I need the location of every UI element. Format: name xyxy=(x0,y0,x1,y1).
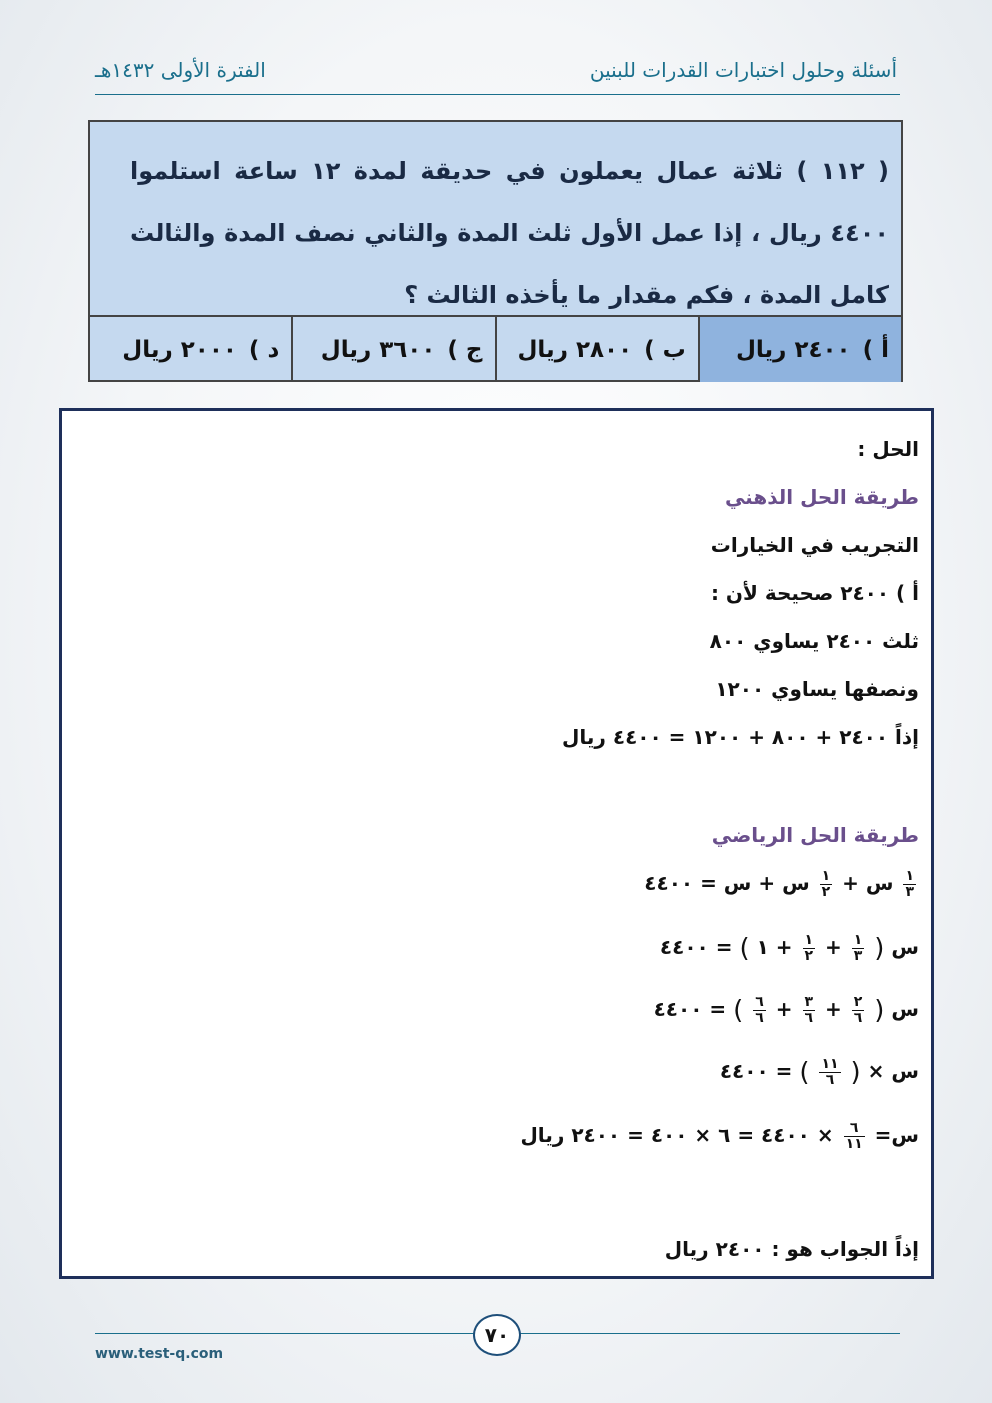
fraction: $\frac{١١}{٦}$ xyxy=(821,1056,839,1088)
equation-3: س ( $\frac{٢}{٦}$ + $\frac{٣}{٦}$ + $\frac{٦}{٦}$ ) = ٤٤٠٠ xyxy=(653,994,919,1026)
choices-row xyxy=(90,315,901,382)
website-url[interactable]: www.test-q.com xyxy=(95,1346,224,1362)
fraction: $\frac{١}{٣}$ xyxy=(905,868,914,900)
fraction: $\frac{١}{٢}$ xyxy=(821,868,831,900)
fraction: $\frac{٢}{٦}$ xyxy=(853,994,863,1026)
mental-line-4: ونصفها يساوي ١٢٠٠ xyxy=(715,677,919,701)
choice-b-mark: ب ) xyxy=(644,336,686,363)
choice-c[interactable] xyxy=(291,317,494,382)
page-number: ٧٠ xyxy=(473,1314,521,1356)
fraction: $\frac{١}{٢}$ xyxy=(804,932,814,964)
equation-4: س × ( $\frac{١١}{٦}$ ) = ٤٤٠٠ xyxy=(719,1056,919,1088)
mental-line-2: أ ) ٢٤٠٠ صحيحة لأن : xyxy=(710,581,919,605)
fraction: $\frac{٦}{٦}$ xyxy=(755,994,764,1026)
choice-d[interactable] xyxy=(90,317,291,382)
question-text: ( ١١٢ ) ثلاثة عمال يعملون في حديقة لمدة ١٢ ساعة استلموا ٤٤٠٠ ريال ، إذا عمل الأول ثلث المدة والثاني نصف المدة والثالث كامل المدة ، فكم مقدار ما يأخذه الثالث ؟ xyxy=(130,157,890,309)
choice-a-value: ٢٤٠٠ ريال xyxy=(735,336,851,363)
choice-d-mark: د ) xyxy=(248,336,280,363)
mental-method-title: طريقة الحل الذهني xyxy=(724,485,919,509)
choice-d-value: ٢٠٠٠ ريال xyxy=(122,336,237,363)
equation-5: س= $\frac{٦}{١١}$ × ٤٤٠٠ = ٦ × ٤٠٠ = ٢٤٠٠ ريال xyxy=(520,1120,919,1152)
book-title: أسئلة وحلول اختبارات القدرات للبنين xyxy=(589,58,897,82)
choice-a-mark: أ ) xyxy=(862,336,889,363)
solution-label: الحل : xyxy=(857,437,919,461)
final-answer: إذاً الجواب هو : ٢٤٠٠ ريال xyxy=(664,1237,919,1261)
mental-line-3: ثلث ٢٤٠٠ يساوي ٨٠٠ xyxy=(709,629,919,653)
choice-c-value: ٣٦٠٠ ريال xyxy=(320,336,436,363)
exam-period: الفترة الأولى ١٤٣٢هـ xyxy=(95,58,266,82)
choice-c-mark: ج ) xyxy=(447,336,483,363)
equation-1: $\frac{١}{٣}$ س + $\frac{١}{٢}$ س + س = ٤٤٠٠ xyxy=(644,868,914,900)
choice-b[interactable] xyxy=(495,317,698,382)
choice-a[interactable] xyxy=(698,317,901,382)
question-box xyxy=(88,120,903,382)
equation-2: س ( $\frac{١}{٣}$ + $\frac{١}{٢}$ + ١ ) = ٤٤٠٠ xyxy=(659,932,919,964)
fraction: $\frac{١}{٣}$ xyxy=(853,932,863,964)
fraction: $\frac{٣}{٦}$ xyxy=(804,994,814,1026)
choice-b-value: ٢٨٠٠ ريال xyxy=(517,336,633,363)
mental-line-5: إذاً ٢٤٠٠ + ٨٠٠ + ١٢٠٠ = ٤٤٠٠ ريال xyxy=(562,725,919,749)
fraction: $\frac{٦}{١١}$ xyxy=(845,1120,863,1152)
math-method-title: طريقة الحل الرياضي xyxy=(711,823,919,847)
header-divider xyxy=(95,94,900,95)
solution-box xyxy=(59,408,934,1279)
mental-line-1: التجريب في الخيارات xyxy=(710,533,919,557)
